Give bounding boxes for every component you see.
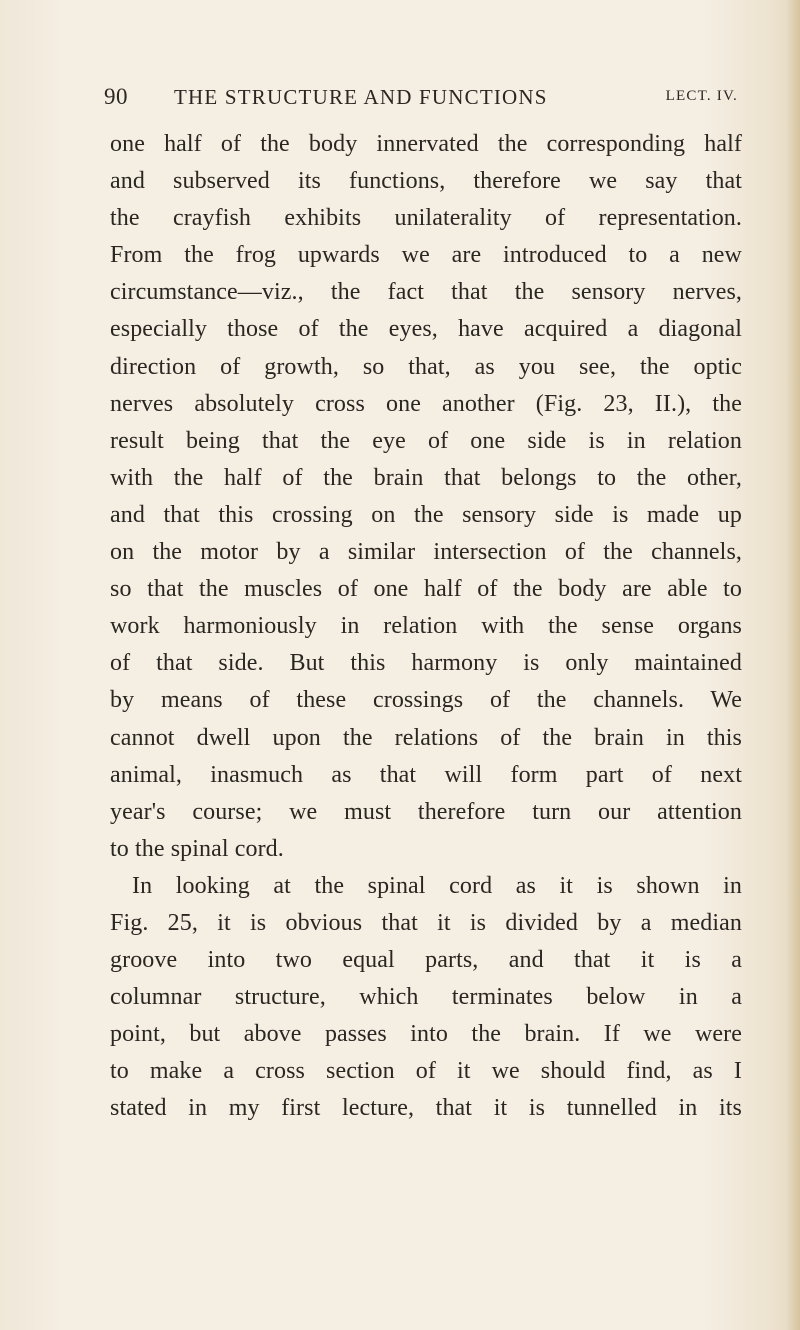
text-line: of that side. But this harmony is only maintained bbox=[110, 650, 742, 677]
text-line: From the frog upwards we are introduced to a new bbox=[110, 242, 742, 269]
body-text bbox=[110, 126, 742, 1128]
text-line: with the half of the brain that belongs to the other, bbox=[110, 464, 742, 491]
text-line: direction of growth, so that, as you see, the optic bbox=[110, 353, 742, 380]
text-line: so that the muscles of one half of the body are able to bbox=[110, 576, 742, 603]
page-number: 90 bbox=[104, 84, 128, 109]
text-line: point, but above passes into the brain. If we were bbox=[110, 1021, 742, 1048]
text-line: stated in my first lecture, that it is tunnelled in its bbox=[110, 1095, 742, 1122]
text-line: work harmoniously in relation with the sense organs bbox=[110, 613, 742, 640]
running-head bbox=[104, 84, 738, 114]
text-line: on the motor by a similar intersection of the channels, bbox=[110, 539, 742, 566]
text-line: one half of the body innervated the corresponding half bbox=[110, 131, 742, 157]
text-line: and that this crossing on the sensory side is made up bbox=[110, 501, 742, 528]
text-line: circumstance—viz., the fact that the sensory nerves, bbox=[110, 279, 742, 306]
text-line: year's course; we must therefore turn our attention bbox=[110, 798, 742, 825]
text-line: the crayfish exhibits unilaterality of representation. bbox=[110, 205, 742, 232]
text-line: animal, inasmuch as that will form part of next bbox=[110, 761, 742, 788]
text-line: nerves absolutely cross one another (Fig. 23, II.), the bbox=[110, 390, 742, 417]
text-line: result being that the eye of one side is in relation bbox=[110, 427, 742, 454]
text-line: columnar structure, which terminates below in a bbox=[110, 984, 742, 1011]
text-line: Fig. 25, it is obvious that it is divided by a median bbox=[110, 909, 742, 936]
paragraph-end-line: to the spinal cord. bbox=[110, 835, 284, 862]
paragraph-start-line: In looking at the spinal cord as it is shown in bbox=[132, 872, 742, 899]
text-line: groove into two equal parts, and that it is a bbox=[110, 947, 742, 974]
text-line: to make a cross section of it we should find, as I bbox=[110, 1058, 742, 1085]
text-line: especially those of the eyes, have acquired a diagonal bbox=[110, 316, 742, 343]
lecture-label: LECT. IV. bbox=[665, 88, 738, 104]
running-title: THE STRUCTURE AND FUNCTIONS bbox=[174, 85, 548, 109]
text-line: and subserved its functions, therefore we say that bbox=[110, 168, 742, 195]
text-line: by means of these crossings of the channels. We bbox=[110, 687, 742, 714]
page-edge-shadow bbox=[786, 0, 800, 1330]
text-line: cannot dwell upon the relations of the brain in this bbox=[110, 724, 742, 751]
